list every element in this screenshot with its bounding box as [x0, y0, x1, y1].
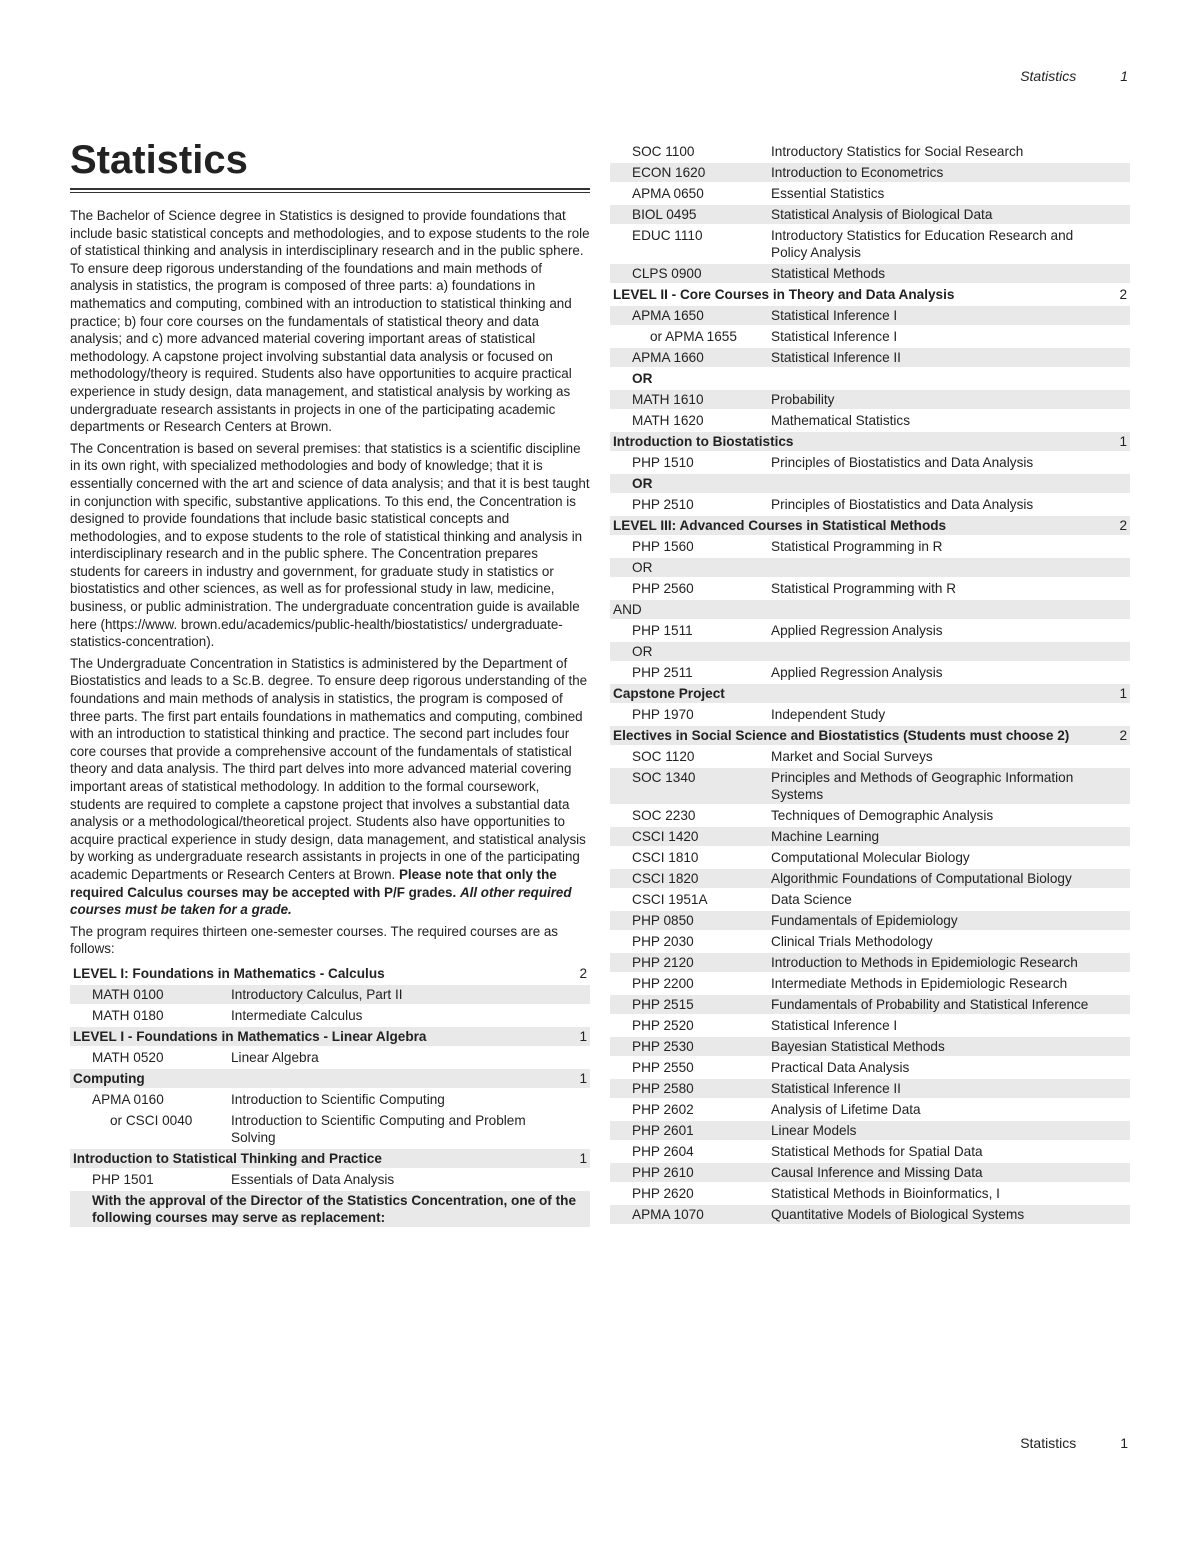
running-header [1020, 68, 1128, 84]
course-row [610, 495, 1130, 514]
course-code: MATH 1610 [610, 390, 768, 409]
section-hours: 1 [1104, 432, 1130, 451]
section-label: Introduction to Biostatistics [610, 432, 1104, 451]
course-code: SOC 1100 [632, 144, 695, 159]
course-code: PHP 1510 [632, 455, 694, 470]
course-code: SOC 1340 [610, 768, 768, 804]
course-title: Fundamentals of Epidemiology [768, 911, 1104, 930]
course-title: Principles and Methods of Geographic Information Systems [768, 768, 1104, 804]
course-title: Introductory Statistics for Education Research and Policy Analysis [771, 228, 1074, 260]
course-row [610, 806, 1130, 825]
requirement-section-row [70, 964, 590, 983]
course-title: Statistical Methods [768, 264, 1104, 283]
course-code: CSCI 1951A [632, 892, 708, 907]
requirement-section-row [70, 1069, 590, 1088]
course-row [610, 1058, 1130, 1077]
course-code: PHP 2120 [610, 953, 768, 972]
course-code: PHP 2520 [632, 1018, 694, 1033]
requirement-section-row [610, 726, 1130, 745]
page-title: Statistics [70, 138, 248, 182]
course-hours [1104, 1163, 1130, 1182]
course-code: PHP 2601 [610, 1121, 768, 1140]
section-hours: 1 [564, 1149, 590, 1168]
course-title: Algorithmic Foundations of Computational Biology [768, 869, 1104, 888]
course-hours [1104, 1037, 1130, 1056]
course-row [610, 768, 1130, 804]
or-label: OR [632, 371, 653, 386]
section-hours: 2 [1104, 726, 1130, 745]
course-hours [564, 1170, 590, 1189]
course-code: CSCI 1420 [610, 827, 768, 846]
course-hours [564, 1090, 590, 1109]
section-hours: 1 [564, 1027, 590, 1046]
course-code: PHP 2610 [610, 1163, 768, 1182]
course-title: Statistical Analysis of Biological Data [768, 205, 1104, 224]
course-row [70, 1170, 590, 1189]
course-row [610, 911, 1130, 930]
section-label: LEVEL II - Core Courses in Theory and Data Analysis [613, 287, 955, 302]
course-code: PHP 2510 [632, 497, 694, 512]
course-row [610, 848, 1130, 867]
course-title: Intermediate Methods in Epidemiologic Research [771, 976, 1068, 991]
right-column [610, 140, 1130, 1226]
course-row [610, 264, 1130, 283]
course-row [610, 1079, 1130, 1098]
course-hours [1104, 390, 1130, 409]
course-hours [1104, 1184, 1130, 1203]
course-row [610, 621, 1130, 640]
course-row [610, 827, 1130, 846]
course-hours [1104, 1100, 1130, 1119]
intro-paragraph: The Bachelor of Science degree in Statistics is designed to provide foundations that include basic statistical concepts and methodologies, and to expose students to the role of statistical thinking and analysis in interdisciplinary research and in the public sphere. To ensure deep rigorous understanding of the foundations and main methods of analysis in statistics, the program is composed of three parts: a) foundations in mathematics and computing, combined with an introduction to statistical thinking and practice; b) four core courses on the fundamentals of statistical theory and data analysis; and c) more advanced material covering important areas of statistical methodology. A capstone project involving substantial data analysis or focused on methodology/theory is required. Students also have opportunities to acquire practical experience in study design, data management, and statistical analysis by working as undergraduate research assistants in projects in one of the participating academic departments or Research Centers at Brown. [70, 208, 590, 435]
course-hours [564, 1048, 590, 1067]
course-code: or APMA 1655 [650, 329, 737, 344]
requirement-section-row [610, 516, 1130, 535]
course-code: CSCI 1810 [632, 850, 699, 865]
course-title: Linear Algebra [231, 1049, 319, 1065]
course-code: CSCI 1820 [610, 869, 768, 888]
course-row [610, 1205, 1130, 1224]
course-code: PHP 2515 [610, 995, 768, 1014]
course-title: Practical Data Analysis [771, 1060, 910, 1075]
course-hours [1104, 306, 1130, 325]
course-hours [1104, 1058, 1130, 1077]
course-row [610, 1100, 1130, 1119]
course-title: Statistical Methods for Spatial Data [771, 1144, 983, 1159]
course-hours [1104, 621, 1130, 640]
course-row [610, 747, 1130, 766]
course-hours [1104, 327, 1130, 346]
replacement-note-row [70, 1191, 590, 1227]
course-title: Statistical Inference II [768, 1079, 1104, 1098]
grading-note-bold-italic: All other required courses must be taken for a grade. [70, 884, 572, 918]
course-title: Statistical Programming with R [771, 581, 957, 596]
course-row [70, 1090, 590, 1109]
course-code: APMA 1070 [610, 1205, 768, 1224]
course-hours [1104, 995, 1130, 1014]
section-label: LEVEL I - Foundations in Mathematics - Linear Algebra [70, 1027, 564, 1046]
course-code: PHP 2550 [632, 1060, 694, 1075]
course-hours [1104, 163, 1130, 182]
or-separator-row [610, 558, 1130, 577]
course-row [70, 1111, 590, 1147]
course-title: Clinical Trials Methodology [771, 934, 933, 949]
course-code: PHP 2560 [632, 581, 694, 596]
running-header-page-number: 1 [1120, 68, 1128, 84]
course-title: Introduction to Scientific Computing and Problem Solving [231, 1112, 526, 1145]
or-separator-row [610, 369, 1130, 388]
requirement-section-row [70, 1027, 590, 1046]
course-title: Statistical Inference I [768, 306, 1104, 325]
section-label: Introduction to Statistical Thinking and Practice [70, 1149, 564, 1168]
course-row [610, 453, 1130, 472]
course-code: MATH 0520 [92, 1049, 164, 1065]
course-row [610, 390, 1130, 409]
course-title: Introductory Statistics for Social Research [771, 144, 1024, 159]
course-title: Bayesian Statistical Methods [768, 1037, 1104, 1056]
requirements-table-right [610, 140, 1130, 1226]
course-title: Data Science [771, 892, 852, 907]
course-row [610, 306, 1130, 325]
course-title: Introductory Calculus, Part II [228, 985, 564, 1004]
course-hours [1104, 1142, 1130, 1161]
course-hours [1104, 184, 1130, 203]
course-row [610, 1121, 1130, 1140]
course-row [610, 1184, 1130, 1203]
concentration-premises-paragraph: The Concentration is based on several premises: that statistics is a scientific discipline in its own right, with specialized methodologies and body of knowledge; that it is essentially concerned with the art and science of data analysis; and that it is best taught in conjunction with specific, substantive applications. To this end, the Concentration is designed to provide foundations that include basic statistical concepts and methodologies, and to expose students to the role of statistical thinking and analysis in interdisciplinary research and in the public sphere. The Concentration prepares students for careers in industry and government, for graduate study in statistics or biostatistics and other sciences, as well as for professional study in law, medicine, business, or public administration. The undergraduate concentration guide is available here (https://www. brown.edu/academics/public-health/biostatistics/ undergraduate-statistics-concentration). [70, 440, 590, 650]
or-separator-row [610, 474, 1130, 493]
course-hours [1104, 953, 1130, 972]
course-row [610, 411, 1130, 430]
course-row [610, 663, 1130, 682]
course-code: MATH 1620 [632, 413, 704, 428]
or-separator-row [610, 642, 1130, 661]
course-row [610, 1142, 1130, 1161]
course-hours [1104, 663, 1130, 682]
course-code: SOC 1120 [632, 749, 695, 764]
section-label: LEVEL I: Foundations in Mathematics - Calculus [73, 965, 385, 981]
administration-paragraph [70, 655, 590, 919]
course-title: Computational Molecular Biology [771, 850, 970, 865]
course-title: Intermediate Calculus [231, 1007, 363, 1023]
requirement-section-row [610, 432, 1130, 451]
course-title: Statistical Methods in Bioinformatics, I [771, 1186, 1000, 1201]
course-title: Essential Statistics [771, 186, 885, 201]
course-title: Introduction to Methods in Epidemiologic Research [768, 953, 1104, 972]
course-hours [1104, 579, 1130, 598]
course-row [610, 705, 1130, 724]
course-hours [564, 1006, 590, 1025]
course-row [610, 890, 1130, 909]
course-hours [1104, 1079, 1130, 1098]
course-row [610, 869, 1130, 888]
course-hours [1104, 869, 1130, 888]
course-title: Introduction to Econometrics [768, 163, 1104, 182]
running-footer [1020, 1435, 1128, 1451]
course-hours [1104, 848, 1130, 867]
course-hours [1104, 495, 1130, 514]
course-hours [1104, 142, 1130, 161]
course-code: APMA 1650 [610, 306, 768, 325]
course-row [610, 226, 1130, 262]
course-row [610, 953, 1130, 972]
course-code: MATH 0100 [70, 985, 228, 1004]
course-title: Probability [768, 390, 1104, 409]
course-row [610, 579, 1130, 598]
course-row [610, 995, 1130, 1014]
course-code: APMA 0160 [92, 1091, 164, 1107]
course-code: PHP 1501 [92, 1171, 154, 1187]
section-label: Computing [70, 1069, 564, 1088]
course-hours [1104, 890, 1130, 909]
course-hours [1104, 806, 1130, 825]
or-label: OR [610, 558, 1130, 577]
course-code: ECON 1620 [610, 163, 768, 182]
course-code: PHP 1511 [632, 623, 693, 638]
course-title: Machine Learning [768, 827, 1104, 846]
course-code: PHP 1970 [632, 707, 694, 722]
course-title: Techniques of Demographic Analysis [771, 808, 994, 823]
course-code: PHP 2620 [632, 1186, 694, 1201]
section-label: Capstone Project [610, 684, 1104, 703]
course-hours [1104, 1121, 1130, 1140]
course-title: Principles of Biostatistics and Data Analysis [771, 455, 1034, 470]
course-hours [1104, 411, 1130, 430]
course-code: PHP 2030 [632, 934, 694, 949]
course-title: Introduction to Scientific Computing [231, 1091, 445, 1107]
running-footer-title: Statistics [1020, 1435, 1077, 1451]
course-title: Applied Regression Analysis [771, 665, 943, 680]
course-row [610, 327, 1130, 346]
course-title: Linear Models [768, 1121, 1104, 1140]
course-hours [1104, 348, 1130, 367]
or-label: OR [610, 642, 1130, 661]
course-code: PHP 2604 [632, 1144, 694, 1159]
course-title: Statistical Programming in R [771, 539, 943, 554]
requirements-intro: The program requires thirteen one-semester courses. The required courses are as follows: [70, 923, 558, 957]
course-code: PHP 2580 [610, 1079, 768, 1098]
course-row [70, 1006, 590, 1025]
course-hours [1104, 705, 1130, 724]
course-title: Independent Study [771, 707, 886, 722]
course-row [610, 1163, 1130, 1182]
course-code: PHP 2602 [632, 1102, 694, 1117]
course-hours [1104, 932, 1130, 951]
course-row [610, 348, 1130, 367]
course-title: Essentials of Data Analysis [231, 1171, 395, 1187]
course-title: Fundamentals of Probability and Statistical Inference [768, 995, 1104, 1014]
course-hours [1104, 911, 1130, 930]
course-row [70, 1048, 590, 1067]
course-code: PHP 0850 [610, 911, 768, 930]
section-hours: 2 [1104, 516, 1130, 535]
course-code: PHP 2200 [632, 976, 694, 991]
course-code: APMA 0650 [632, 186, 704, 201]
section-hours: 1 [1104, 684, 1130, 703]
course-hours [1104, 453, 1130, 472]
grading-note-bold: Please note that only the required Calculus courses may be accepted with P/F grades. [70, 866, 557, 900]
course-title: Statistical Inference I [771, 1018, 898, 1033]
course-code: PHP 1560 [632, 539, 694, 554]
course-row [610, 1037, 1130, 1056]
course-title: Principles of Biostatistics and Data Analysis [771, 497, 1034, 512]
course-row [610, 205, 1130, 224]
course-hours [1104, 1205, 1130, 1224]
course-hours [1104, 1016, 1130, 1035]
course-hours [1104, 226, 1130, 262]
left-column [70, 138, 590, 1229]
requirement-section-row [610, 684, 1130, 703]
course-code: or CSCI 0040 [110, 1112, 193, 1128]
course-title: Applied Regression Analysis [771, 623, 943, 638]
section-hours: 2 [1119, 287, 1127, 302]
and-label: AND [610, 600, 1130, 619]
course-code: BIOL 0495 [610, 205, 768, 224]
section-label: Electives in Social Science and Biostatistics (Students must choose 2) [610, 726, 1104, 745]
running-footer-page-number: 1 [1120, 1435, 1128, 1451]
course-code: EDUC 1110 [632, 228, 703, 243]
course-title: Causal Inference and Missing Data [768, 1163, 1104, 1182]
course-hours [1104, 747, 1130, 766]
course-code: MATH 0180 [92, 1007, 164, 1023]
course-hours [1104, 205, 1130, 224]
course-row [610, 932, 1130, 951]
course-row [610, 142, 1130, 161]
course-row [610, 1016, 1130, 1035]
requirement-section-row [610, 285, 1130, 304]
course-hours [1104, 974, 1130, 993]
administration-text: The Undergraduate Concentration in Statistics is administered by the Department of Biostatistics and leads to a Sc.B. degree. To ensure deep rigorous understanding of the foundations and main methods of analysis in statistics, the program is composed of three parts. The first part entails foundations in mathematics and computing, combined with an introduction to statistical thinking and practice. The second part includes four core courses that provide a comprehensive account of the fundamentals of statistical theory and data analysis. The third part delves into more advanced material covering important areas of statistical methodology. In addition to the formal coursework, students are required to complete a capstone project that involves a substantial data analysis or a methodological/theoretical project. Students also have opportunities to acquire practical experience in study design, data management, and statistical analysis by working as undergraduate research assistants in projects in one of the participating academic Departments or Research Centers at Brown. [70, 655, 588, 882]
course-title: Mathematical Statistics [771, 413, 911, 428]
replacement-note: With the approval of the Director of the Statistics Concentration, one of the following courses may serve as replacement: [70, 1191, 590, 1227]
course-code: SOC 2230 [632, 808, 696, 823]
course-code: APMA 1660 [610, 348, 768, 367]
course-code: PHP 2530 [610, 1037, 768, 1056]
course-hours [1104, 264, 1130, 283]
course-title: Statistical Inference I [771, 329, 898, 344]
course-row [610, 184, 1130, 203]
course-code: CLPS 0900 [610, 264, 768, 283]
course-title: Quantitative Models of Biological Systems [768, 1205, 1104, 1224]
course-hours [1104, 827, 1130, 846]
title-rule [70, 188, 590, 193]
course-hours [564, 985, 590, 1004]
requirement-section-row [70, 1149, 590, 1168]
course-row [610, 974, 1130, 993]
course-title: Analysis of Lifetime Data [771, 1102, 921, 1117]
section-hours: 1 [564, 1069, 590, 1088]
course-row [610, 163, 1130, 182]
course-row [70, 985, 590, 1004]
course-row [610, 537, 1130, 556]
requirements-table-left [70, 962, 590, 1229]
course-title: Statistical Inference II [768, 348, 1104, 367]
running-header-title: Statistics [1020, 68, 1077, 84]
course-title: Market and Social Surveys [771, 749, 933, 764]
section-label: LEVEL III: Advanced Courses in Statistical Methods [610, 516, 1104, 535]
and-separator-row [610, 600, 1130, 619]
course-hours [564, 1111, 590, 1147]
or-label: OR [610, 474, 1130, 493]
course-hours [1104, 768, 1130, 804]
course-hours [1104, 537, 1130, 556]
section-hours: 2 [579, 965, 587, 981]
course-code: PHP 2511 [632, 665, 693, 680]
